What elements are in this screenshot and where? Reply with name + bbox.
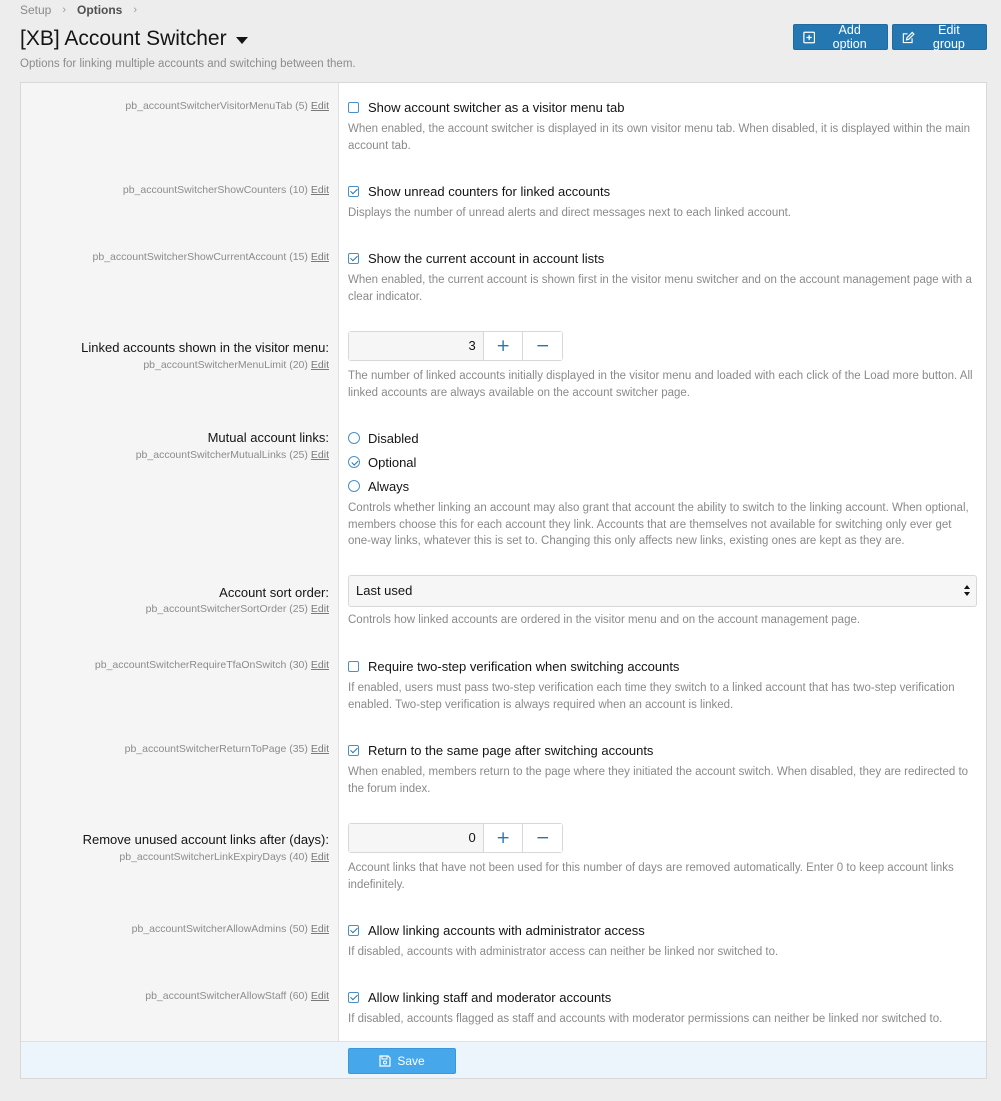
checkbox-icon[interactable] xyxy=(348,186,359,197)
option-id: pb_accountSwitcherVisitorMenuTab (5) xyxy=(125,100,308,112)
edit-link[interactable]: Edit xyxy=(310,851,329,863)
option-control xyxy=(348,98,977,154)
option-control xyxy=(348,331,977,401)
option-id: pb_accountSwitcherAllowAdmins (50) xyxy=(131,923,308,935)
option-control xyxy=(348,741,977,797)
checkbox-icon[interactable] xyxy=(348,925,359,936)
option-id: pb_accountSwitcherShowCounters (10) xyxy=(122,184,308,196)
radio-icon[interactable] xyxy=(348,456,360,468)
decrement-button[interactable] xyxy=(522,824,562,852)
option-title: Linked accounts shown in the visitor menu: xyxy=(81,340,329,355)
select-value: Last used xyxy=(356,583,413,598)
checkbox-return-to-page[interactable] xyxy=(348,741,977,759)
chevron-right-icon: › xyxy=(62,4,67,16)
select-arrows-icon xyxy=(964,585,972,597)
increment-button[interactable] xyxy=(483,332,523,360)
plus-icon: + xyxy=(495,336,511,356)
option-control xyxy=(348,921,977,961)
increment-button[interactable] xyxy=(483,824,523,852)
option-hint xyxy=(20,923,329,935)
option-id: pb_accountSwitcherMenuLimit (20) xyxy=(143,359,308,371)
checkbox-icon[interactable] xyxy=(348,661,359,672)
option-hint xyxy=(20,359,329,371)
option-hint xyxy=(20,990,329,1002)
checkbox-show-current[interactable] xyxy=(348,249,977,267)
menu-limit-stepper xyxy=(348,331,563,361)
option-title: Mutual account links: xyxy=(207,430,329,445)
decrement-button[interactable] xyxy=(522,332,562,360)
edit-link[interactable]: Edit xyxy=(310,100,329,112)
option-id: pb_accountSwitcherReturnToPage (35) xyxy=(124,743,308,755)
checkbox-label: Show unread counters for linked accounts xyxy=(368,183,611,199)
option-hint xyxy=(20,251,329,263)
option-explain: If enabled, users must pass two-step verification each time they switch to a linked account that has two-step verification enabled. Two-step verification is always required when an account is linked. xyxy=(348,682,955,711)
option-explain: Displays the number of unread alerts and direct messages next to each linked account. xyxy=(348,207,791,219)
checkbox-allow-staff[interactable] xyxy=(348,988,977,1006)
option-control xyxy=(348,249,977,305)
option-explain: When enabled, the current account is shown first in the visitor menu switcher and on the account management page with a clear indicator. xyxy=(348,274,972,303)
option-id: pb_accountSwitcherRequireTfaOnSwitch (30) xyxy=(94,659,308,671)
page-title-text: [XB] Account Switcher xyxy=(20,27,227,50)
radio-label: Disabled xyxy=(368,430,419,446)
option-id: pb_accountSwitcherAllowStaff (60) xyxy=(145,990,308,1002)
page-title[interactable] xyxy=(20,27,248,51)
radio-icon[interactable] xyxy=(348,432,360,444)
option-control xyxy=(348,988,977,1028)
add-option-label: Add option xyxy=(832,23,867,51)
option-title: Account sort order: xyxy=(219,585,329,600)
caret-down-icon[interactable] xyxy=(236,37,248,44)
checkbox-icon[interactable] xyxy=(348,745,359,756)
save-label: Save xyxy=(397,1054,425,1068)
add-option-button[interactable] xyxy=(793,24,888,50)
plus-icon: + xyxy=(495,828,511,848)
sort-order-select[interactable] xyxy=(348,575,977,607)
option-explain: If disabled, accounts flagged as staff and accounts with moderator permissions can neither be linked nor switched to. xyxy=(348,1013,943,1025)
edit-group-button[interactable] xyxy=(892,24,987,50)
radio-disabled[interactable] xyxy=(348,426,977,450)
plus-square-icon xyxy=(803,31,815,44)
checkbox-label: Allow linking staff and moderator accounts xyxy=(368,989,612,1005)
option-hint xyxy=(20,743,329,755)
edit-link[interactable]: Edit xyxy=(310,359,329,371)
option-control xyxy=(348,182,977,222)
checkbox-visitor-menu-tab[interactable] xyxy=(348,98,977,116)
edit-link[interactable]: Edit xyxy=(310,923,329,935)
radio-label: Always xyxy=(368,478,410,494)
option-control xyxy=(348,426,977,550)
radio-optional[interactable] xyxy=(348,450,977,474)
save-icon xyxy=(379,1055,391,1067)
option-hint xyxy=(20,659,329,671)
option-explain: Controls how linked accounts are ordered in the visitor menu and on the account management page. xyxy=(348,614,861,626)
checkbox-label: Show the current account in account lists xyxy=(368,250,605,266)
labels-column xyxy=(21,83,339,1041)
option-hint xyxy=(20,100,329,112)
option-title: Remove unused account links after (days): xyxy=(82,832,329,847)
option-hint xyxy=(20,449,329,461)
breadcrumb-setup[interactable]: Setup xyxy=(20,3,52,17)
option-control xyxy=(348,823,977,893)
checkbox-label: Require two-step verification when switching accounts xyxy=(368,658,680,674)
checkbox-icon[interactable] xyxy=(348,253,359,264)
link-expiry-input[interactable]: 0 xyxy=(349,824,483,852)
option-id: pb_accountSwitcherShowCurrentAccount (15) xyxy=(92,251,308,263)
page-description: Options for linking multiple accounts and switching between them. xyxy=(20,58,356,70)
edit-link[interactable]: Edit xyxy=(310,184,329,196)
option-id: pb_accountSwitcherSortOrder (25) xyxy=(145,603,308,615)
edit-link[interactable]: Edit xyxy=(310,449,329,461)
minus-icon: − xyxy=(535,828,550,848)
edit-link[interactable]: Edit xyxy=(310,603,329,615)
breadcrumb-options[interactable]: Options xyxy=(77,3,123,17)
minus-icon: − xyxy=(535,336,550,356)
option-control xyxy=(348,575,977,629)
option-explain: Account links that have not been used for this number of days are removed automatically. Enter 0 to keep account links indefinitely. xyxy=(348,862,954,891)
option-control xyxy=(348,657,977,713)
checkbox-icon[interactable] xyxy=(348,992,359,1003)
option-id: pb_accountSwitcherMutualLinks (25) xyxy=(135,449,308,461)
option-explain: When enabled, the account switcher is displayed in its own visitor menu tab. When disabled, it is displayed within the main account tab. xyxy=(348,123,970,152)
radio-always[interactable] xyxy=(348,474,977,498)
option-explain: If disabled, accounts with administrator access can neither be linked nor switched to. xyxy=(348,946,779,958)
checkbox-label: Return to the same page after switching accounts xyxy=(368,742,654,758)
edit-link[interactable]: Edit xyxy=(310,251,329,263)
checkbox-label: Allow linking accounts with administrator access xyxy=(368,922,645,938)
option-explain: When enabled, members return to the page where they initiated the account switch. When disabled, they are redirected to the forum index. xyxy=(348,766,969,795)
option-explain: Controls whether linking an account may also grant that account the ability to switch to the linking account. When optional, members choose this for each account they link. Accounts that are themselves not available for switching only ever get one-way links, whatever this is set to. Changing this only affects new links, existing ones are kept as they are. xyxy=(348,502,969,547)
menu-limit-input[interactable]: 3 xyxy=(349,332,483,360)
edit-link[interactable]: Edit xyxy=(310,659,329,671)
form-footer xyxy=(21,1041,986,1079)
option-id: pb_accountSwitcherLinkExpiryDays (40) xyxy=(119,851,308,863)
radio-icon[interactable] xyxy=(348,480,360,492)
edit-link[interactable]: Edit xyxy=(310,743,329,755)
edit-icon xyxy=(902,31,915,44)
options-panel xyxy=(20,82,987,1079)
checkbox-allow-admins[interactable] xyxy=(348,921,977,939)
edit-link[interactable]: Edit xyxy=(310,990,329,1002)
option-explain: The number of linked accounts initially displayed in the visitor menu and loaded with each click of the Load more button. All linked accounts are always available on the account switcher page. xyxy=(348,370,973,399)
chevron-right-icon: › xyxy=(133,4,138,16)
checkbox-label: Show account switcher as a visitor menu tab xyxy=(368,99,625,115)
checkbox-icon[interactable] xyxy=(348,102,359,113)
radio-label: Optional xyxy=(368,454,417,470)
link-expiry-stepper xyxy=(348,823,563,853)
option-hint xyxy=(20,851,329,863)
option-hint xyxy=(20,603,329,615)
checkbox-require-tfa[interactable] xyxy=(348,657,977,675)
save-button[interactable] xyxy=(348,1048,456,1074)
option-hint xyxy=(20,184,329,196)
checkbox-show-counters[interactable] xyxy=(348,182,977,200)
edit-group-label: Edit group xyxy=(932,23,965,51)
breadcrumb xyxy=(20,3,148,17)
